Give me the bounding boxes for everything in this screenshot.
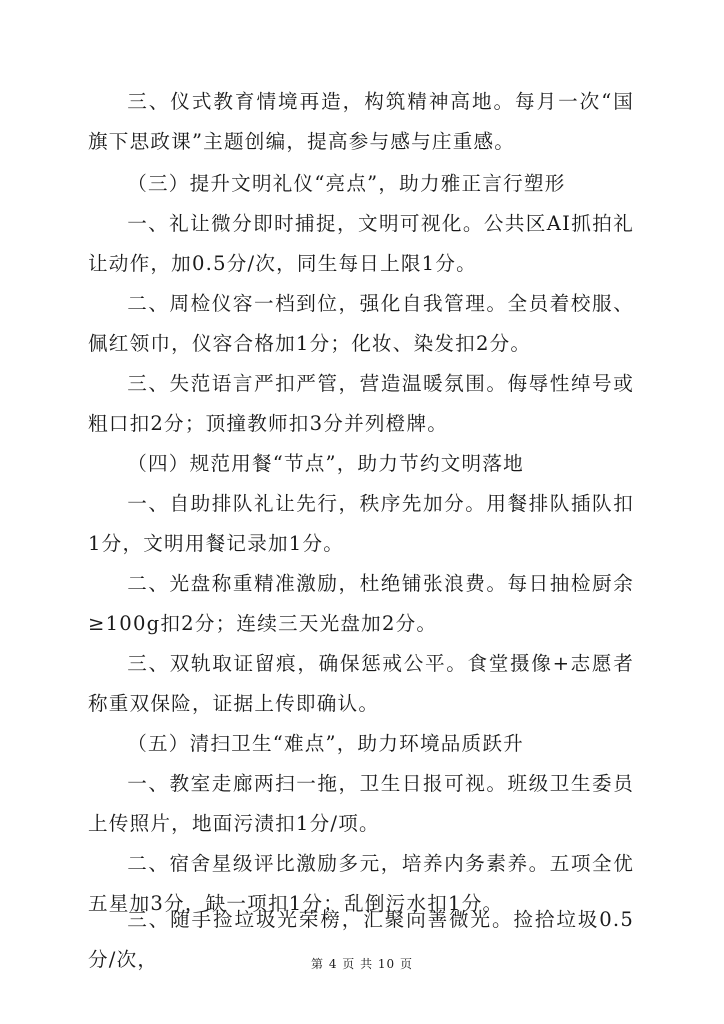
paragraph-language-conduct: 三、失范语言严扣严管，营造温暖氛围。侮辱性绰号或粗口扣2分；顶撞教师扣3分并列橙牌。	[88, 372, 634, 435]
section-heading-hygiene: （五）清扫卫生“难点”，助力环境品质跃升	[127, 732, 524, 755]
paragraph-queue-courtesy: 一、自助排队礼让先行，秩序先加分。用餐排队插队扣1分，文明用餐记录加1分。	[88, 492, 634, 555]
paragraph-dorm-rating: 二、宿舍星级评比激励多元，培养内务素养。五项全优五星加3分，缺一项扣1分；乱倒污水扣1分。	[88, 852, 634, 915]
paragraph-appearance-check: 二、周检仪容一档到位，强化自我管理。全员着校服、佩红领巾，仪容合格加1分；化妆、染发扣2分。	[88, 292, 634, 355]
paragraph-litter-honor-roll: 三、随手捡垃圾光荣榜，汇聚向善微光。捡拾垃圾0.5分/次，	[88, 908, 634, 971]
paragraph-courtesy-points: 一、礼让微分即时捕捉，文明可视化。公共区AI抓拍礼让动作，加0.5分/次，同生每日上限1分。	[88, 212, 634, 275]
paragraph-evidence-fairness: 三、双轨取证留痕，确保惩戒公平。食堂摄像+志愿者称重双保险，证据上传即确认。	[88, 652, 634, 715]
paragraph-clean-plate: 二、光盘称重精准激励，杜绝铺张浪费。每日抽检厨余≥100g扣2分；连续三天光盘加2分。	[88, 572, 634, 635]
page-number-footer: 第 4 页 共 10 页	[311, 957, 413, 971]
section-heading-dining: （四）规范用餐“节点”，助力节约文明落地	[127, 452, 524, 475]
paragraph-classroom-cleaning: 一、教室走廊两扫一拖，卫生日报可视。班级卫生委员上传照片，地面污渍扣1分/项。	[88, 772, 634, 835]
paragraph-ceremony-education: 三、仪式教育情境再造，构筑精神高地。每月一次“国旗下思政课”主题创编，提高参与感与庄重感。	[88, 90, 634, 153]
section-heading-etiquette: （三）提升文明礼仪“亮点”，助力雅正言行塑形	[127, 172, 566, 195]
